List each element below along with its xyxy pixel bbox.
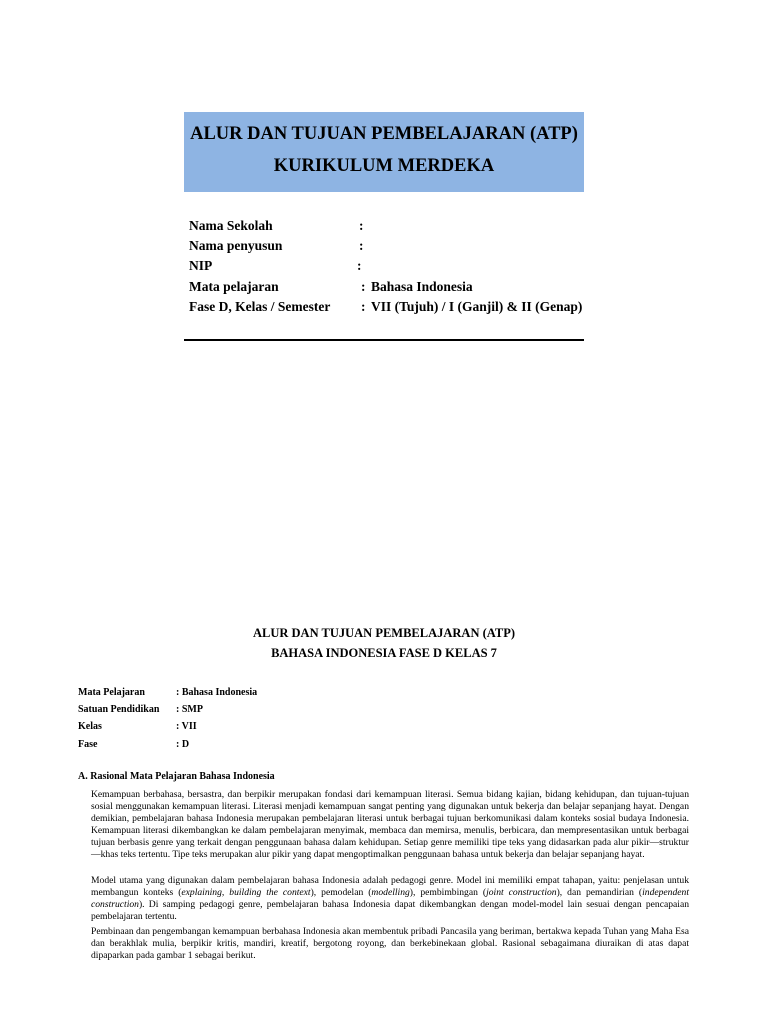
info-row-nip	[189, 256, 589, 276]
paragraph-text: Model utama yang digunakan dalam pembelajaran bahasa Indonesia adalah pedagogi genre. Model ini memiliki empat tahapan, yaitu: penjelasan untuk membangun konteks (	[91, 875, 689, 898]
meta-label: Kelas	[78, 721, 102, 733]
cover-title-line2: KURIKULUM MERDEKA	[273, 156, 495, 176]
paragraph-italic-term: explaining, building the context	[181, 887, 311, 898]
info-label: Fase D, Kelas / Semester	[189, 298, 331, 314]
paragraph-italic-term: modelling	[371, 887, 410, 898]
paragraph-text: ), pembimbingan (	[409, 887, 487, 898]
info-colon: :	[359, 238, 364, 254]
info-label: Nama Sekolah	[189, 218, 273, 233]
meta-label: Fase	[78, 738, 98, 750]
meta-label: Mata Pelajaran	[78, 687, 145, 698]
meta-label: Satuan Pendidikan	[78, 704, 160, 716]
info-row-nama-sekolah	[189, 216, 589, 236]
cover-info-table	[189, 216, 589, 317]
paragraph-text: ), pemodelan (	[310, 887, 372, 898]
document-title-line1: ALUR DAN TUJUAN PEMBELAJARAN (ATP)	[252, 626, 516, 640]
paragraph-italic-term: independent construction	[91, 887, 689, 910]
document-title-line2: BAHASA INDONESIA FASE D KELAS 7	[271, 646, 497, 660]
info-label: Nama penyusun	[189, 238, 283, 254]
cover-title-line1: ALUR DAN TUJUAN PEMBELAJARAN (ATP)	[190, 124, 578, 144]
paragraph-rasional-1: Kemampuan berbahasa, bersastra, dan berpikir merupakan fondasi dari kemampuan literasi. Semua bidang kajian, bidang kehidupan, dan tujuan-tujuan sosial menggunakan kemampuan literasi. Literasi menjadi kemampuan sangat penting yang digunakan untuk bekerja dan belajar sepanjang hayat. Dengan demikian, pembelajaran bahasa Indonesia merupakan pembelajaran literasi untuk berbagai tujuan berkomunikasi dalam konteks sosial budaya Indonesia. Kemampuan literasi dikembangkan ke dalam pembelajaran menyimak, membaca dan memirsa, menulis, berbicara, dan mempresentasikan untuk berbagai tujuan berbasis genre yang terkait dengan penggunaan bahasa dalam kehidupan. Setiap genre memiliki tipe teks yang didasarkan pada alur pikir—struktur—khas teks tertentu. Tipe teks merupakan alur pikir yang dapat mengoptimalkan penggunaan bahasa untuk bekerja dan belajar sepanjang hayat.	[91, 789, 689, 860]
paragraph-rasional-3: Pembinaan dan pengembangan kemampuan berbahasa Indonesia akan membentuk pribadi Pancasila yang beriman, bertakwa kepada Tuhan yang Maha Esa dan berakhlak mulia, berpikir kritis, mandiri, kreatif, bergotong royong, dan berkebinekaan global. Rasional sebagaimana diuraikan di atas dapat dipaparkan pada gambar 1 sebagai berikut.	[91, 926, 689, 961]
paragraph-rasional-2	[91, 875, 689, 923]
meta-value: : D	[176, 738, 190, 750]
section-heading-rasional: A. Rasional Mata Pelajaran Bahasa Indonesia	[78, 771, 275, 782]
meta-value: : VII	[176, 721, 197, 733]
info-label: NIP	[189, 258, 213, 274]
info-colon: :	[359, 218, 364, 233]
info-label: Mata pelajaran	[189, 278, 279, 294]
paragraph-italic-term: joint construction	[486, 887, 557, 898]
cover-divider	[184, 339, 584, 341]
paragraph-text: ). Di samping pedagogi genre, pembelajaran bahasa Indonesia dapat dikembangkan dengan model-model lain sesuai dengan pencapaian pembelajaran tertentu.	[91, 899, 689, 922]
meta-value: : Bahasa Indonesia	[176, 687, 258, 698]
info-colon: :	[357, 258, 362, 274]
info-colon: :	[361, 278, 366, 294]
info-row-mata-pelajaran	[189, 277, 589, 297]
cover-title-banner	[184, 112, 584, 192]
info-row-nama-penyusun	[189, 236, 589, 256]
meta-value: : SMP	[176, 704, 203, 716]
info-value: Bahasa Indonesia	[371, 278, 473, 294]
paragraph-text: ), dan pemandirian (	[556, 887, 643, 898]
info-value: VII (Tujuh) / I (Ganjil) & II (Genap)	[371, 298, 583, 314]
info-colon: :	[361, 298, 366, 314]
info-row-fase-kelas-semester	[189, 297, 589, 317]
